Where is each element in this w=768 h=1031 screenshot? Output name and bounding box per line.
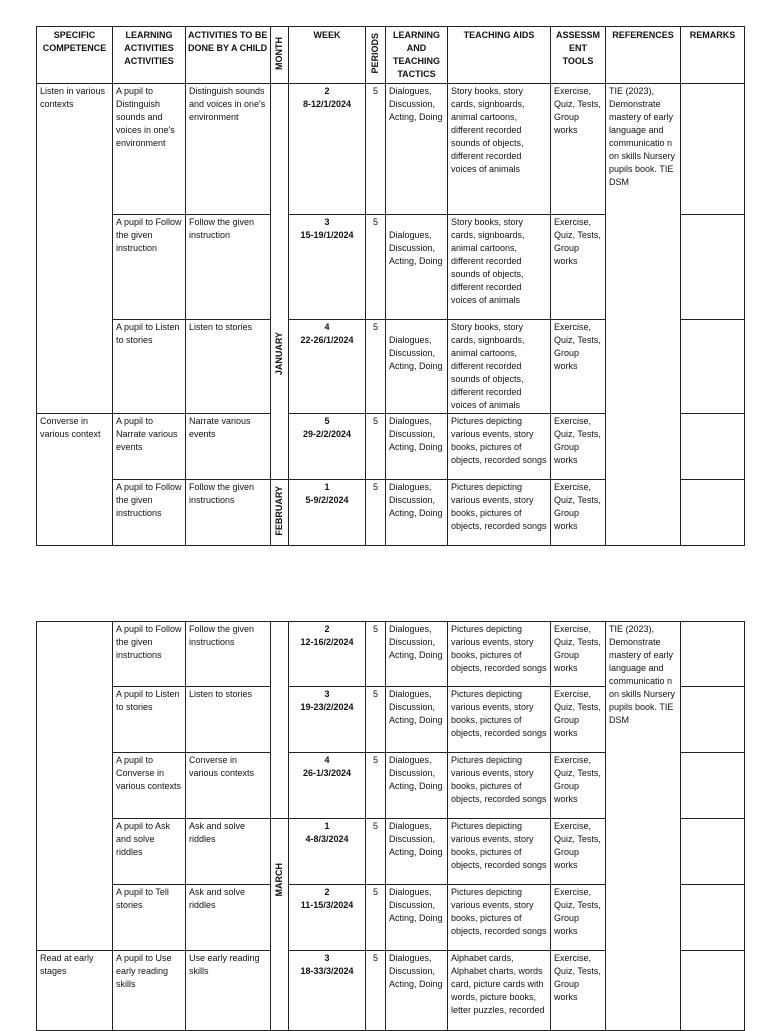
header-activities-child: ACTIVITIES TO BE DONE BY A CHILD (186, 27, 271, 84)
tactics-cell: Dialogues, Discussion, Acting, Doing (386, 84, 448, 215)
child-activity-cell: Ask and solve riddles (186, 885, 271, 951)
remarks-cell (681, 819, 745, 885)
week-number: 4 (324, 755, 330, 765)
assessment-tools-cell: Exercise, Quiz, Tests, Group works (551, 622, 606, 687)
table-row (37, 622, 745, 687)
header-row (37, 27, 745, 84)
teaching-aids-cell: Pictures depicting various events, story books, pictures of objects, recorded songs (448, 819, 551, 885)
teaching-aids-cell: Story books, story cards, signboards, animal cartoons, different recorded sounds of objects, different recorded voices of animals (448, 215, 551, 320)
child-activity-cell: Follow the given instruction (186, 215, 271, 320)
periods-cell: 5 (366, 885, 386, 951)
week-dates: 29-2/2/2024 (302, 429, 352, 439)
week-dates: 8-12/1/2024 (302, 99, 352, 109)
header-assessment-tools: ASSESSM ENT TOOLS (551, 27, 606, 84)
scheme-of-work-table-2 (36, 621, 745, 1031)
child-activity-cell: Follow the given instructions (186, 480, 271, 546)
month-march: MARCH (274, 863, 284, 897)
header-remarks: REMARKS (681, 27, 745, 84)
teaching-aids-cell: Pictures depicting various events, story books, pictures of objects, recorded songs (448, 753, 551, 819)
assessment-tools-cell: Exercise, Quiz, Tests, Group works (551, 414, 606, 480)
week-dates: 18-33/3/2024 (300, 966, 354, 976)
month-cell (271, 819, 289, 1031)
activity-cell: A pupil to Follow the given instructions (113, 622, 186, 687)
week-number: 1 (324, 821, 330, 831)
references-cell: TIE (2023), Demonstrate mastery of early language and communicatio n on skills Nursery pupils book. TIE DSM (606, 84, 681, 546)
child-activity-cell: Distinguish sounds and voices in one's environment (186, 84, 271, 215)
teaching-aids-cell: Pictures depicting various events, story books, pictures of objects, recorded songs (448, 622, 551, 687)
month-cell (271, 622, 289, 819)
week-number: 3 (324, 953, 330, 963)
competence-cell: Read at early stages (37, 951, 113, 1031)
teaching-aids-cell: Story books, story cards, signboards, animal cartoons, different recorded sounds of objects, different recorded voices of animals (448, 84, 551, 215)
header-week: WEEK (289, 27, 366, 84)
remarks-cell (681, 320, 745, 414)
week-dates: 12-16/2/2024 (300, 637, 354, 647)
child-activity-cell: Use early reading skills (186, 951, 271, 1031)
tactics-cell: Dialogues, Discussion, Acting, Doing (386, 414, 448, 480)
teaching-aids-cell: Pictures depicting various events, story books, pictures of objects, recorded songs (448, 885, 551, 951)
remarks-cell (681, 215, 745, 320)
week-cell (289, 687, 366, 753)
scheme-of-work-table-1 (36, 26, 745, 546)
periods-cell: 5 (366, 622, 386, 687)
header-periods: PERIODS (366, 27, 386, 84)
periods-cell: 5 (366, 819, 386, 885)
remarks-cell (681, 687, 745, 753)
assessment-tools-cell: Exercise, Quiz, Tests, Group works (551, 687, 606, 753)
competence-cell (37, 622, 113, 951)
activity-cell: A pupil to Tell stories (113, 885, 186, 951)
child-activity-cell: Converse in various contexts (186, 753, 271, 819)
week-number: 5 (324, 416, 330, 426)
child-activity-cell: Follow the given instructions (186, 622, 271, 687)
week-dates: 26-1/3/2024 (302, 768, 352, 778)
periods-cell: 5 (366, 480, 386, 546)
week-dates: 15-19/1/2024 (300, 230, 354, 240)
month-february: FEBRUARY (274, 485, 284, 536)
assessment-tools-cell: Exercise, Quiz, Tests, Group works (551, 951, 606, 1031)
references-cell: TIE (2023), Demonstrate mastery of early language and communicatio n on skills Nursery pupils book. TIE DSM (606, 622, 681, 1031)
week-cell (289, 885, 366, 951)
week-dates: 19-23/2/2024 (300, 702, 354, 712)
week-cell (289, 215, 366, 320)
periods-cell: 5 (366, 753, 386, 819)
table-row (37, 84, 745, 215)
week-dates: 4-8/3/2024 (305, 834, 349, 844)
tactics-cell: Dialogues, Discussion, Acting, Doing (386, 687, 448, 753)
remarks-cell (681, 480, 745, 546)
teaching-aids-cell: Story books, story cards, signboards, animal cartoons, different recorded sounds of objects, different recorded voices of animals (448, 320, 551, 414)
activity-cell: A pupil to Distinguish sounds and voices in one's environment (113, 84, 186, 215)
week-cell (289, 753, 366, 819)
teaching-aids-cell: Pictures depicting various events, story books, pictures of objects, recorded songs (448, 414, 551, 480)
activity-cell: A pupil to Narrate various events (113, 414, 186, 480)
tactics-cell: Dialogues, Discussion, Acting, Doing (386, 819, 448, 885)
tactics-cell: Dialogues, Discussion, Acting, Doing (386, 885, 448, 951)
header-references: REFERENCES (606, 27, 681, 84)
child-activity-cell: Listen to stories (186, 687, 271, 753)
week-cell (289, 414, 366, 480)
activity-cell: A pupil to Listen to stories (113, 320, 186, 414)
tactics-cell: Dialogues, Discussion, Acting, Doing (386, 951, 448, 1031)
activity-cell: A pupil to Listen to stories (113, 687, 186, 753)
child-activity-cell: Ask and solve riddles (186, 819, 271, 885)
tactics-cell: Dialogues, Discussion, Acting, Doing (386, 215, 448, 320)
periods-cell: 5 (366, 215, 386, 320)
week-cell (289, 480, 366, 546)
week-dates: 5-9/2/2024 (305, 495, 349, 505)
tactics-cell: Dialogues, Discussion, Acting, Doing (386, 622, 448, 687)
header-month: MONTH (271, 27, 289, 84)
week-cell (289, 622, 366, 687)
periods-cell: 5 (366, 84, 386, 215)
week-number: 3 (324, 217, 330, 227)
activity-cell: A pupil to Follow the given instructions (113, 480, 186, 546)
assessment-tools-cell: Exercise, Quiz, Tests, Group works (551, 885, 606, 951)
remarks-cell (681, 951, 745, 1031)
remarks-cell (681, 753, 745, 819)
periods-cell: 5 (366, 687, 386, 753)
assessment-tools-cell: Exercise, Quiz, Tests, Group works (551, 320, 606, 414)
header-learning-activities: LEARNING ACTIVITIES ACTIVITIES (113, 27, 186, 84)
child-activity-cell: Listen to stories (186, 320, 271, 414)
competence-cell: Listen in various contexts (37, 84, 113, 414)
periods-cell: 5 (366, 414, 386, 480)
teaching-aids-cell: Alphabet cards, Alphabet charts, words card, picture cards with words, picture books, letter puzzles, recorded (448, 951, 551, 1031)
header-learning-teaching-tactics: LEARNING AND TEACHING TACTICS (386, 27, 448, 84)
tactics-cell: Dialogues, Discussion, Acting, Doing (386, 753, 448, 819)
week-cell (289, 320, 366, 414)
week-cell (289, 819, 366, 885)
week-dates: 11-15/3/2024 (300, 900, 354, 910)
assessment-tools-cell: Exercise, Quiz, Tests, Group works (551, 215, 606, 320)
week-number: 2 (324, 86, 330, 96)
week-number: 4 (324, 322, 330, 332)
week-number: 3 (324, 689, 330, 699)
child-activity-cell: Narrate various events (186, 414, 271, 480)
month-january: JANUARY (274, 331, 284, 375)
assessment-tools-cell: Exercise, Quiz, Tests, Group works (551, 480, 606, 546)
remarks-cell (681, 885, 745, 951)
week-cell (289, 84, 366, 215)
assessment-tools-cell: Exercise, Quiz, Tests, Group works (551, 819, 606, 885)
month-cell (271, 84, 289, 480)
header-specific-competence: SPECIFIC COMPETENCE (37, 27, 113, 84)
remarks-cell (681, 622, 745, 687)
header-teaching-aids: TEACHING AIDS (448, 27, 551, 84)
remarks-cell (681, 84, 745, 215)
activity-cell: A pupil to Converse in various contexts (113, 753, 186, 819)
tactics-cell: Dialogues, Discussion, Acting, Doing (386, 320, 448, 414)
activity-cell: A pupil to Ask and solve riddles (113, 819, 186, 885)
week-number: 1 (324, 482, 330, 492)
week-number: 2 (324, 624, 330, 634)
month-cell (271, 480, 289, 546)
teaching-aids-cell: Pictures depicting various events, story books, pictures of objects, recorded songs (448, 480, 551, 546)
week-number: 2 (324, 887, 330, 897)
teaching-aids-cell: Pictures depicting various events, story books, pictures of objects, recorded songs (448, 687, 551, 753)
periods-cell: 5 (366, 320, 386, 414)
periods-cell: 5 (366, 951, 386, 1031)
activity-cell: A pupil to Use early reading skills (113, 951, 186, 1031)
tactics-cell: Dialogues, Discussion, Acting, Doing (386, 480, 448, 546)
assessment-tools-cell: Exercise, Quiz, Tests, Group works (551, 84, 606, 215)
remarks-cell (681, 414, 745, 480)
week-dates: 22-26/1/2024 (300, 335, 354, 345)
week-cell (289, 951, 366, 1031)
activity-cell: A pupil to Follow the given instruction (113, 215, 186, 320)
competence-cell: Converse in various context (37, 414, 113, 546)
assessment-tools-cell: Exercise, Quiz, Tests, Group works (551, 753, 606, 819)
